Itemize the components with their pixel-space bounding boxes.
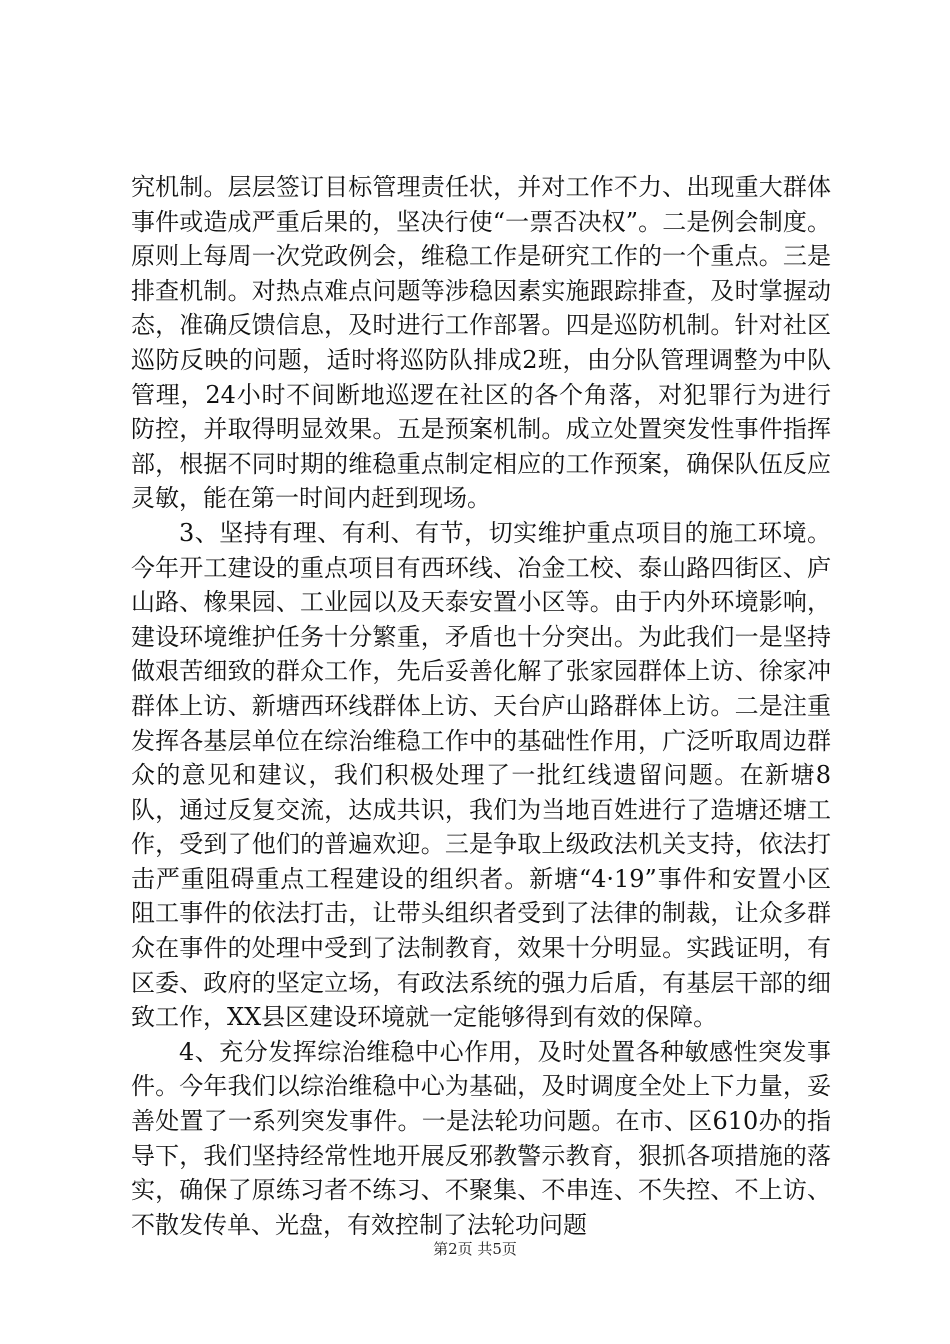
paragraph-continuation: 究机制。层层签订目标管理责任状，并对工作不力、出现重大群体事件或造成严重后果的，坚决行使“一票否决权”。二是例会制度。原则上每周一次党政例会，维稳工作是研究工作的一个重点。三是排查机制。对热点难点问题等涉稳因素实施跟踪排查，及时掌握动态，准确反馈信息，及时进行工作部署。四是巡防机制。针对社区巡防反映的问题，适时将巡防队排成2班，由分队管理调整为中队管理，24小时不间断地巡逻在社区的各个角落，对犯罪行为进行防控，并取得明显效果。五是预案机制。成立处置突发性事件指挥部，根据不同时期的维稳重点制定相应的工作预案，确保队伍反应灵敏，能在第一时间内赶到现场。 (131, 173, 831, 513)
paragraph-item-4: 4、充分发挥综治维稳中心作用，及时处置各种敏感性突发事件。今年我们以综治维稳中心为基础，及时调度全处上下力量，妥善处置了一系列突发事件。一是法轮功问题。在市、区610办的指导下，我们坚持经常性地开展反邪教警示教育，狠抓各项措施的落实，确保了原练习者不练习、不聚集、不串连、不失控、不上访、不散发传单、光盘，有效控制了法轮功问题 (131, 1037, 831, 1239)
document-body (131, 170, 831, 1242)
page-footer: 第2页 共5页 (433, 1240, 517, 1258)
paragraph-item-3: 3、坚持有理、有利、有节，切实维护重点项目的施工环境。今年开工建设的重点项目有西环线、冶金工校、泰山路四街区、庐山路、橡果园、工业园以及天泰安置小区等。由于内外环境影响，建设环境维护任务十分繁重，矛盾也十分突出。为此我们一是坚持做艰苦细致的群众工作，先后妥善化解了张家园群体上访、徐家冲群体上访、新塘西环线群体上访、天台庐山路群体上访。二是注重发挥各基层单位在综治维稳工作中的基础性作用，广泛听取周边群众的意见和建议，我们积极处理了一批红线遗留问题。在新塘8队，通过反复交流，达成共识，我们为当地百姓进行了造塘还塘工作，受到了他们的普遍欢迎。三是争取上级政法机关支持，依法打击严重阻碍重点工程建设的组织者。新塘“4·19”事件和安置小区阻工事件的依法打击，让带头组织者受到了法律的制裁，让众多群众在事件的处理中受到了法制教育，效果十分明显。实践证明，有区委、政府的坚定立场，有政法系统的强力后盾，有基层干部的细致工作，XX县区建设环境就一定能够得到有效的保障。 (131, 518, 831, 1032)
